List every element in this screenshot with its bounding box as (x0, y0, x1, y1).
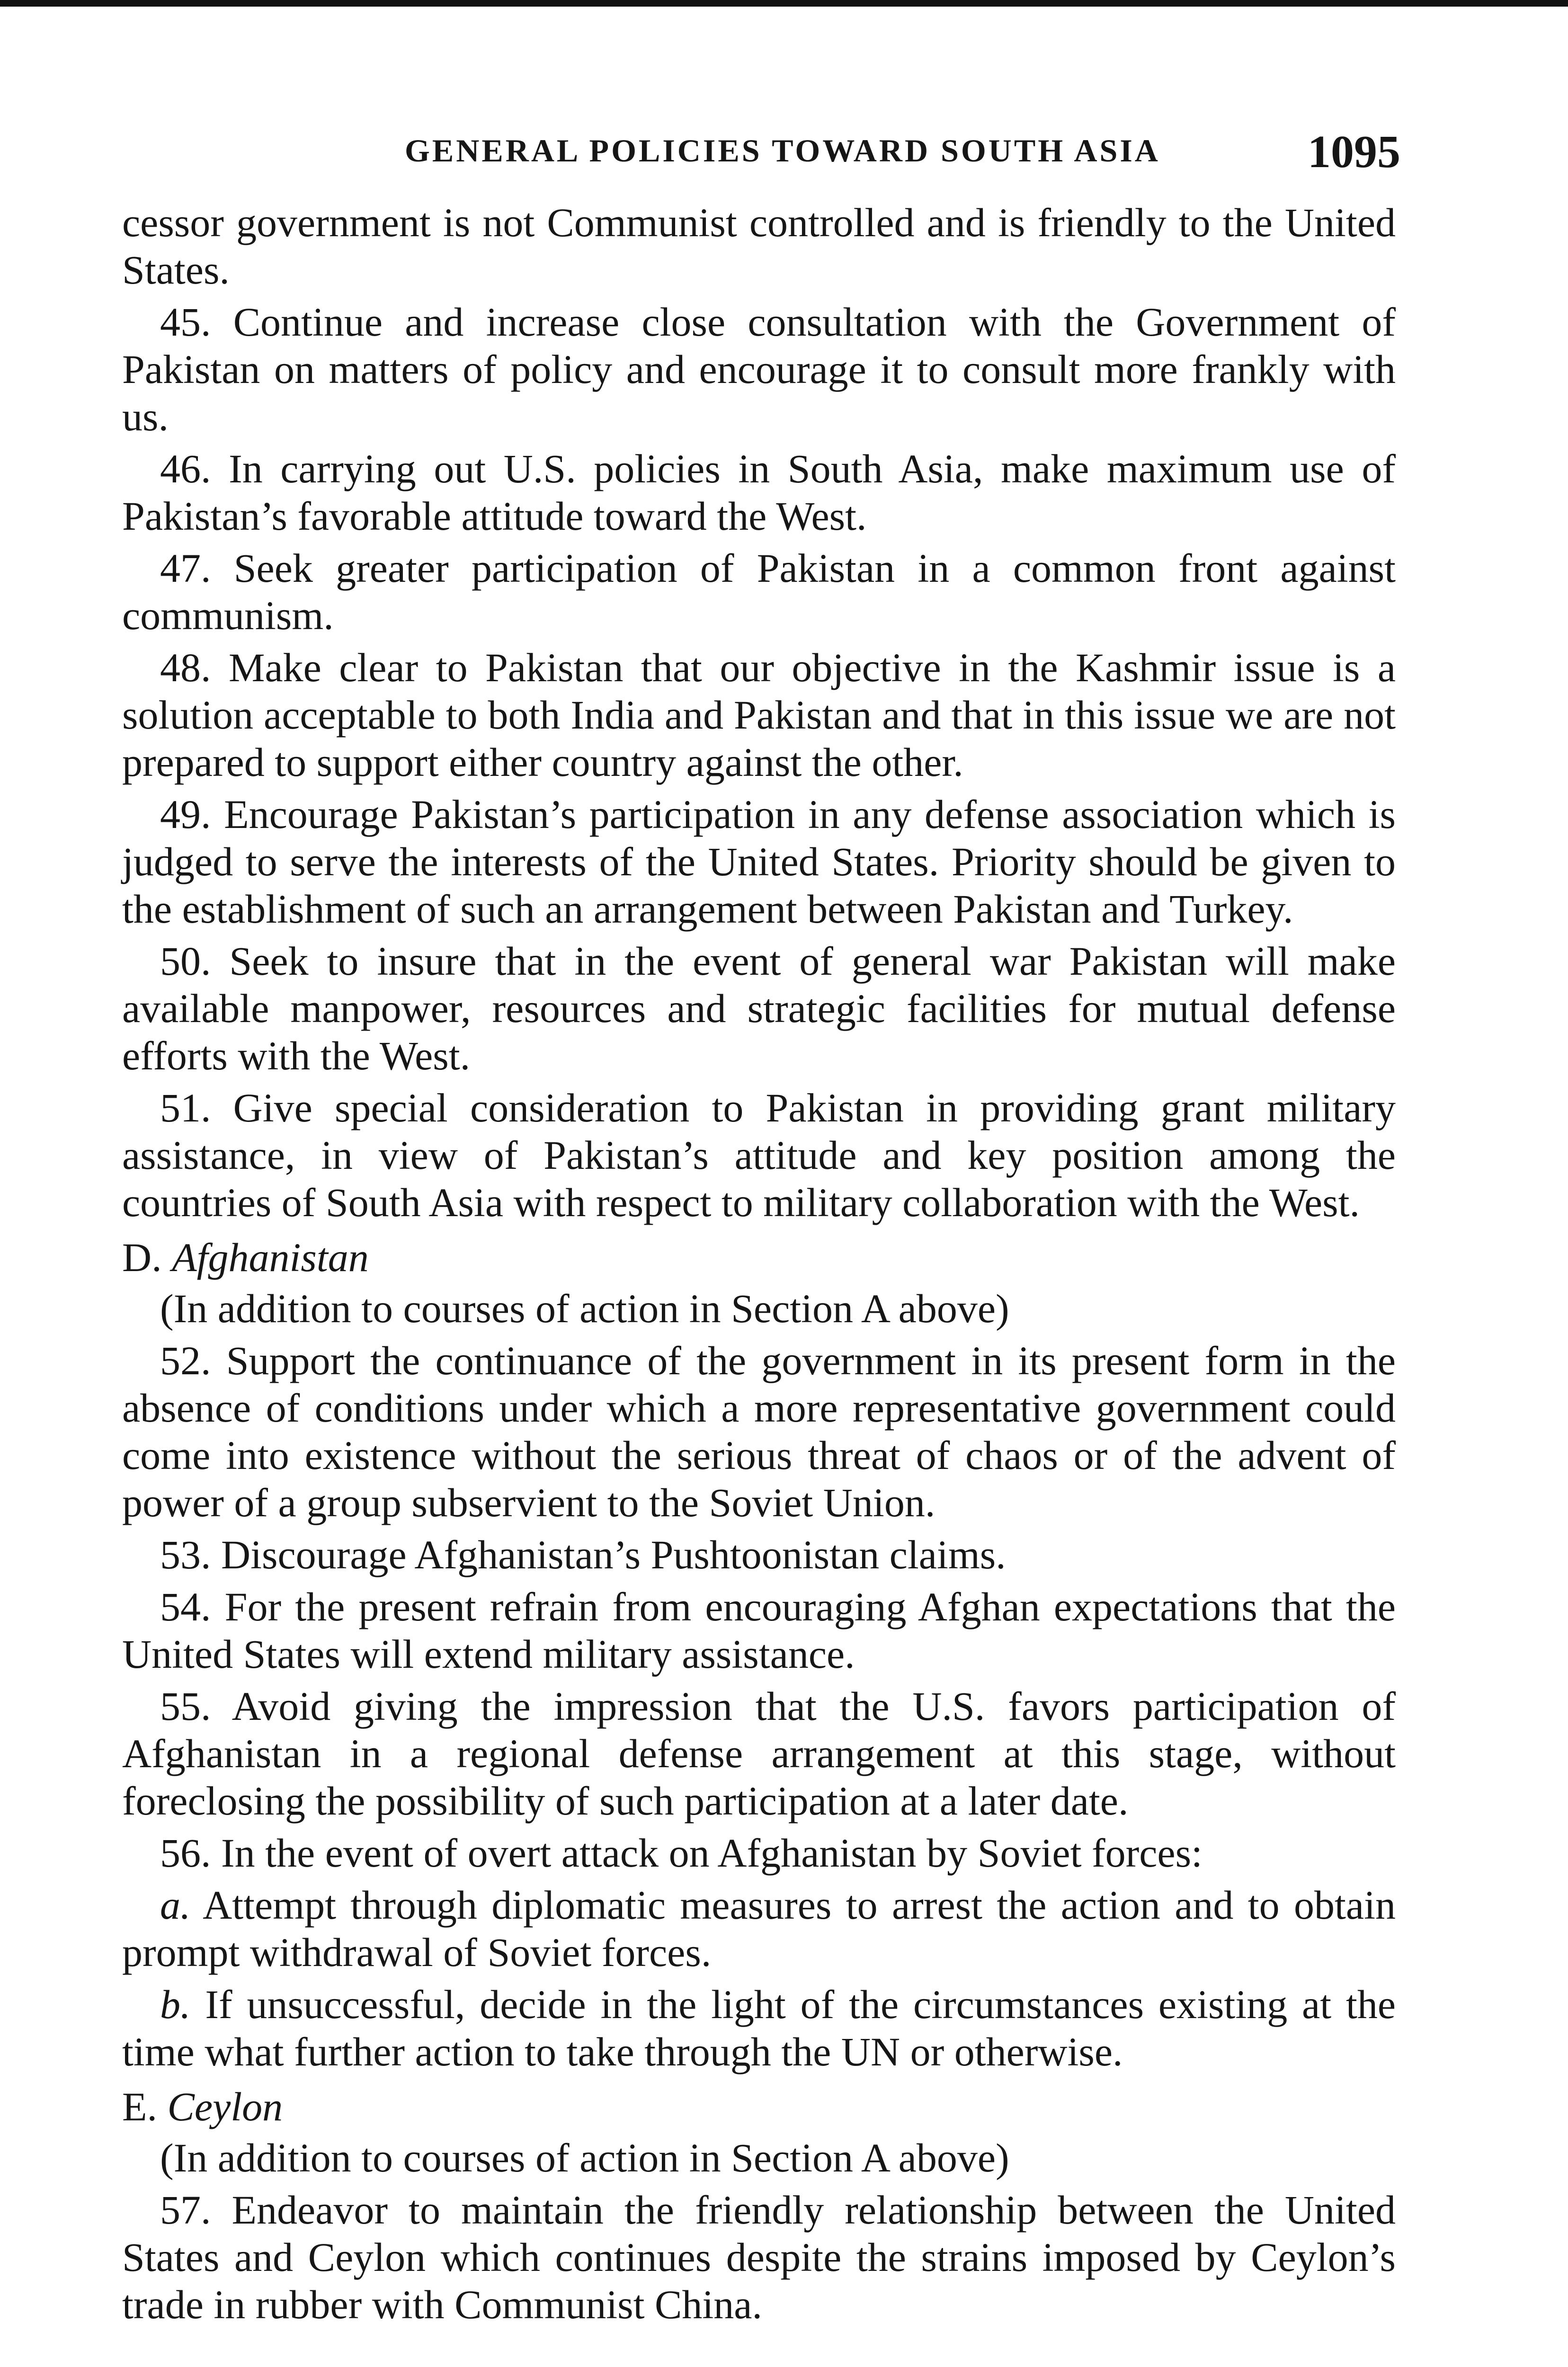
page-top-border (0, 0, 1568, 7)
paragraph-50: 50. Seek to insure that in the event of general war Pakistan will make available manpower, resources and strategic facilities for mutual defense efforts with the West. (122, 938, 1396, 1078)
paragraph-52: 52. Support the continuance of the government in its present form in the absence of conditions under which a more representative government could come into existence without the serious threat of chaos or of the advent of power of a group subservient to the Soviet Union. (122, 1338, 1396, 1525)
section-letter: E. (122, 2084, 158, 2129)
subparagraph-text: Attempt through diplomatic measures to arrest the action and to obtain prompt withdrawal of Soviet forces. (122, 1882, 1396, 1975)
paragraph-55: 55. Avoid giving the impression that the U.S. favors participation of Afghanistan in a regional defense arrangement at this stage, without foreclosing the possibility of such participation at a later date. (122, 1683, 1396, 1824)
paragraph-45: 45. Continue and increase close consultation with the Government of Pakistan on matters of policy and encourage it to consult more frankly with us. (122, 299, 1396, 439)
paragraph-47: 47. Seek greater participation of Pakistan in a common front against communism. (122, 545, 1396, 638)
subparagraph-text: If unsuccessful, decide in the light of the circumstances existing at the time what further action to take through the UN or otherwise. (122, 1982, 1396, 2074)
page-number: 1095 (1308, 126, 1400, 178)
section-letter: D. (122, 1235, 162, 1280)
section-heading-ceylon (122, 2083, 1396, 2130)
subparagraph-letter: a. (160, 1882, 191, 1928)
subparagraph-56b (122, 1981, 1396, 2075)
paragraph-53: 53. Discourage Afghanistan’s Pushtoonistan claims. (160, 1532, 1006, 1577)
paragraph-54: 54. For the present refrain from encouraging Afghan expectations that the United States will extend military assistance. (122, 1584, 1396, 1677)
section-name: Afghanistan (172, 1235, 369, 1280)
page-body (122, 199, 1396, 2333)
paragraph-48: 48. Make clear to Pakistan that our objective in the Kashmir issue is a solution acceptable to both India and Pakistan and that in this issue we are not prepared to support either country against the other. (122, 645, 1396, 785)
subparagraph-56a (122, 1881, 1396, 1976)
paragraph-57: 57. Endeavor to maintain the friendly relationship between the United States and Ceylon which continues despite the strains imposed by Ceylon’s trade in rubber with Communist China. (122, 2187, 1396, 2327)
paragraph-46: 46. In carrying out U.S. policies in South Asia, make maximum use of Pakistan’s favorable attitude toward the West. (122, 446, 1396, 539)
running-head: GENERAL POLICIES TOWARD SOUTH ASIA (405, 133, 1160, 169)
continuation-paragraph: cessor government is not Communist controlled and is friendly to the United States. (122, 200, 1396, 293)
subparagraph-letter: b. (160, 1982, 191, 2027)
paragraph-56: 56. In the event of overt attack on Afghanistan by Soviet forces: (160, 1830, 1203, 1876)
section-heading-afghanistan (122, 1234, 1396, 1281)
section-name: Ceylon (167, 2084, 283, 2129)
page-header (0, 125, 1568, 182)
section-note: (In addition to courses of action in Section A above) (160, 2135, 1009, 2180)
paragraph-49: 49. Encourage Pakistan’s participation in any defense association which is judged to serve the interests of the United States. Priority should be given to the establishment of such an arrangement between Pakistan and Turkey. (122, 792, 1396, 932)
paragraph-51: 51. Give special consideration to Pakistan in providing grant military assistance, in view of Pakistan’s attitude and key position among the countries of South Asia with respect to military collaboration with the West. (122, 1085, 1396, 1225)
section-note: (In addition to courses of action in Section A above) (160, 1286, 1009, 1331)
